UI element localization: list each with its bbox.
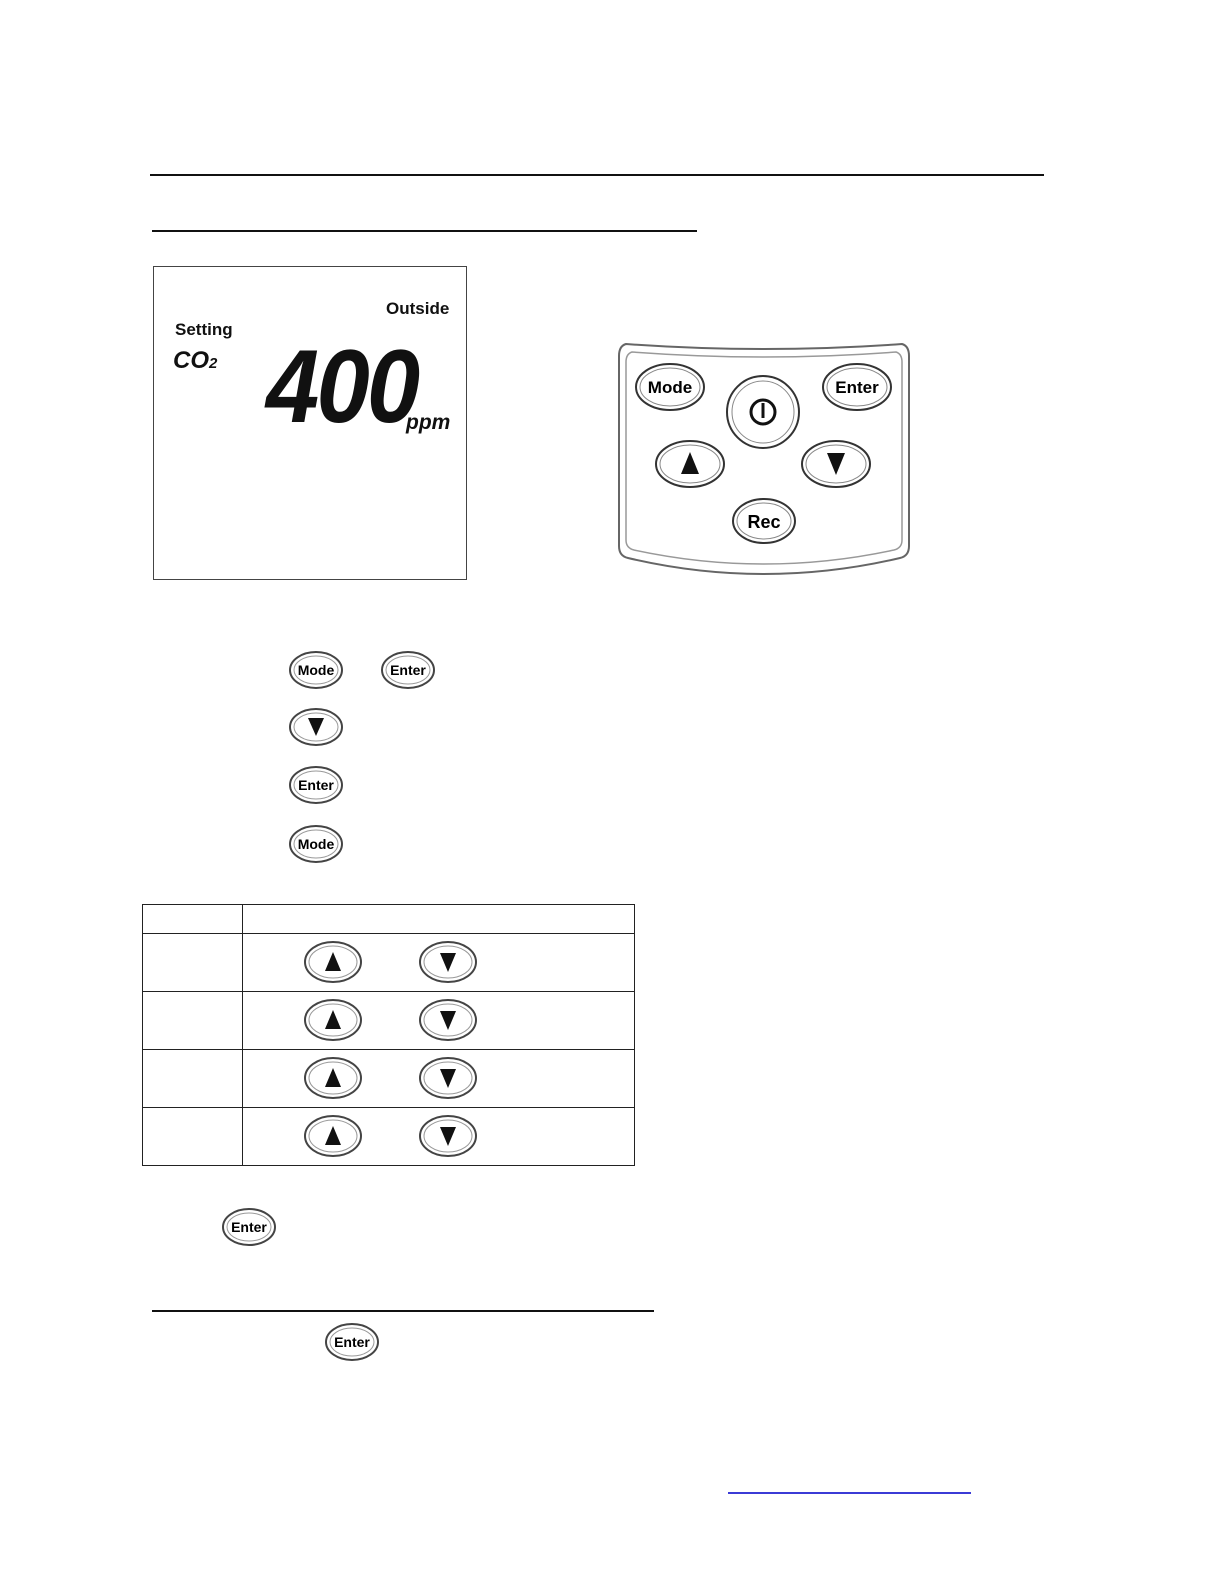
header-rule: [150, 174, 1044, 176]
table-cell-label: [143, 992, 243, 1050]
table-cell-buttons: [243, 992, 635, 1050]
svg-text:Mode: Mode: [297, 836, 335, 852]
table-cell-label: [143, 1108, 243, 1166]
lcd-display: [153, 266, 467, 580]
table-cell-buttons: [243, 1108, 635, 1166]
lcd-unit: ppm: [406, 411, 451, 434]
down-button[interactable]: [418, 998, 478, 1042]
lcd-co2-label: CO2: [173, 347, 218, 374]
svg-text:Enter: Enter: [298, 777, 334, 793]
keypad-up-button[interactable]: [656, 441, 724, 487]
step1-enter-button[interactable]: [380, 650, 436, 690]
svg-text:Rec: Rec: [747, 512, 781, 532]
table-row: [143, 1050, 635, 1108]
table-cell-buttons: [243, 1050, 635, 1108]
up-button[interactable]: [303, 1114, 363, 1158]
keypad-svg: [616, 340, 912, 580]
down-button[interactable]: [418, 940, 478, 984]
up-button[interactable]: [303, 940, 363, 984]
footer-link[interactable]: [728, 1492, 971, 1494]
table-header-cell: [243, 905, 635, 934]
table-row: [143, 992, 635, 1050]
svg-text:Mode: Mode: [647, 378, 693, 397]
svg-text:Enter: Enter: [334, 1334, 370, 1350]
svg-text:Enter: Enter: [835, 378, 879, 397]
down-button[interactable]: [418, 1114, 478, 1158]
keypad-mode-button[interactable]: [636, 364, 704, 410]
up-button[interactable]: [303, 1056, 363, 1100]
table-header-row: [143, 905, 635, 934]
table-cell-buttons: [243, 934, 635, 992]
table-row: [143, 1108, 635, 1166]
keypad-power-button[interactable]: [727, 376, 799, 448]
step4-mode-button[interactable]: [288, 824, 344, 864]
lcd-outside-label: Outside: [386, 299, 450, 318]
keypad-enter-button[interactable]: [823, 364, 891, 410]
up-button[interactable]: [303, 998, 363, 1042]
confirm-enter-button[interactable]: [221, 1207, 277, 1247]
section-rule-1: [152, 230, 697, 232]
lcd-setting-label: Setting: [175, 320, 233, 339]
section-rule-2: [152, 1310, 654, 1312]
keypad-down-button[interactable]: [802, 441, 870, 487]
svg-text:Enter: Enter: [390, 662, 426, 678]
table-header-cell: [143, 905, 243, 934]
step1-mode-button[interactable]: [288, 650, 344, 690]
down-button[interactable]: [418, 1056, 478, 1100]
svg-text:Mode: Mode: [297, 662, 335, 678]
settings-table: [142, 904, 635, 1166]
table-row: [143, 934, 635, 992]
table-cell-label: [143, 934, 243, 992]
lcd-value: 400: [266, 329, 418, 445]
step2-down-button[interactable]: [288, 707, 344, 747]
step3-enter-button[interactable]: [288, 765, 344, 805]
keypad-rec-button[interactable]: [733, 499, 795, 543]
svg-text:Enter: Enter: [231, 1219, 267, 1235]
final-enter-button[interactable]: [324, 1322, 380, 1362]
table-cell-label: [143, 1050, 243, 1108]
keypad-panel: [616, 340, 912, 580]
